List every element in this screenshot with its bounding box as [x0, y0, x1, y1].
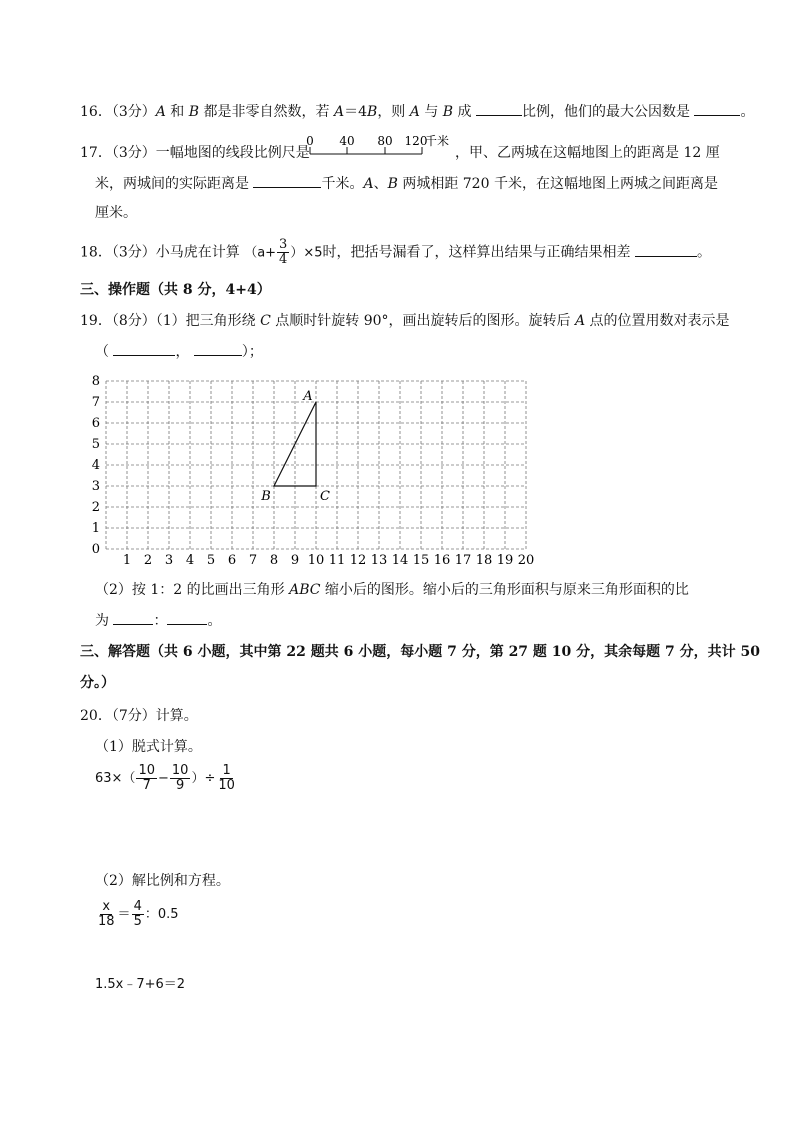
scale-label: 80 [377, 134, 393, 148]
fraction: $\frac{4}{5}$ [133, 899, 142, 929]
question-20: 20．（7分）计算。 [80, 708, 198, 724]
question-17: 17．（3分）一幅地图的线段比例尺是 [80, 145, 310, 161]
q19-pair-blank-y[interactable] [194, 341, 242, 356]
coordinate-grid [84, 368, 544, 568]
y-axis-tick-label: 1 [91, 521, 100, 536]
x-axis-tick-label: 2 [143, 553, 153, 568]
fraction: $\frac{10}{9}$ [171, 763, 189, 793]
q20-expression-2: $\frac{x}{18}$ ＝ $\frac{4}{5}$ ：0.5 [98, 899, 179, 929]
q20-sub-1: （1）脱式计算。 [95, 739, 202, 755]
y-axis-tick-label: 0 [91, 542, 100, 557]
x-axis-tick-label: 9 [290, 553, 300, 568]
x-axis-tick-label: 12 [349, 553, 367, 568]
q18-answer-blank[interactable] [635, 242, 697, 257]
x-axis-tick-label: 15 [412, 553, 430, 568]
x-axis-tick-label: 8 [269, 553, 279, 568]
y-axis-tick-label: 5 [91, 437, 100, 452]
scale-label: 0 [306, 134, 314, 148]
question-19: 19．（8分）（1）把三角形绕 C 点顺时针旋转 90°，画出旋转后的图形。旋转后 A 点的位置用数对表示是 [80, 313, 730, 329]
vertex-label-c: C [320, 489, 330, 504]
q18-number: 18．（3分） [80, 244, 156, 261]
x-axis-tick-label: 10 [307, 553, 325, 568]
y-axis-tick-label: 6 [91, 416, 100, 431]
scale-label: 120 [404, 134, 428, 148]
y-axis-tick-label: 8 [91, 374, 100, 389]
q19-pair-blank-x[interactable] [113, 341, 175, 356]
question-16: 16．（3分）A 和 B 都是非零自然数，若 A＝4B，则 A 与 B 成 比例，他们的最大公因数是 。 [80, 101, 754, 122]
vertex-label-a: A [303, 389, 313, 404]
scale-bar [305, 130, 457, 160]
q19-part-2-ratio: 为 ： 。 [95, 610, 221, 631]
q20-number: 20．（7分） [80, 708, 156, 724]
x-axis-tick-label: 1 [122, 553, 132, 568]
section-heading-solutions: 三、解答题（共 6 小题，其中第 22 题共 6 小题，每小题 7 分，第 27 题 10 分，其余每题 7 分，共计 50 [80, 644, 761, 660]
scale-label: 40 [339, 134, 355, 148]
q20-expression-1: 63×（ $\frac{10}{7}$ − $\frac{10}{9}$ ）÷ $\frac{1}{10}$ [95, 763, 235, 793]
q20-sub-2: （2）解比例和方程。 [95, 873, 230, 889]
x-axis-tick-label: 4 [185, 553, 195, 568]
fraction: $\frac{1}{10}$ [218, 763, 235, 793]
x-axis-tick-label: 16 [433, 553, 451, 568]
y-axis-tick-label: 3 [91, 479, 100, 494]
fraction: $\frac{3}{4}$ [279, 237, 288, 267]
q16-answer-blank-2[interactable] [694, 101, 740, 116]
x-axis-tick-label: 6 [227, 553, 237, 568]
x-axis-tick-label: 3 [164, 553, 174, 568]
fraction: $\frac{10}{7}$ [138, 763, 155, 793]
vertex-label-b: B [261, 489, 271, 504]
question-18: 18．（3分）小马虎在计算 （a+ $\frac{3}{4}$ ）×5时，把括号漏看了，这样算出结果与正确结果相差 。 [80, 237, 711, 267]
x-axis-tick-label: 5 [206, 553, 216, 568]
q19-ratio-blank-1[interactable] [113, 610, 153, 625]
x-axis-tick-label: 7 [248, 553, 258, 568]
x-axis-tick-label: 14 [391, 553, 409, 568]
y-axis-tick-label: 2 [91, 500, 100, 515]
x-axis-tick-label: 11 [328, 553, 346, 568]
x-axis-tick-label: 13 [370, 553, 388, 568]
q17-answer-blank-1[interactable] [253, 173, 321, 188]
q19-ratio-blank-2[interactable] [167, 610, 207, 625]
q19-pair-answer: （ ， ）； [95, 341, 263, 362]
q20-expression-3: 1.5x﹣7+6＝2 [95, 977, 186, 992]
x-axis-tick-label: 18 [475, 553, 493, 568]
section-heading-solutions-cont: 分。） [80, 675, 115, 691]
x-axis-tick-label: 19 [496, 553, 514, 568]
x-axis-tick-label: 17 [454, 553, 472, 568]
q19-number: 19．（8分） [80, 313, 156, 329]
q19-part-2: （2）按 1：2 的比画出三角形 ABC 缩小后的图形。缩小后的三角形面积与原来三角形面积的比 [95, 582, 689, 598]
fraction: $\frac{x}{18}$ [98, 899, 115, 929]
q16-number: 16．（3分） [80, 104, 156, 120]
q17-number: 17．（3分） [80, 145, 156, 161]
scale-unit: 千米 [425, 134, 450, 148]
q17-text-2: ，甲、乙两城在这幅地图上的距离是 12 厘 [455, 145, 720, 161]
question-17-line-2: 米，两城间的实际距离是 千米。A、B 两城相距 720 千米，在这幅地图上两城之间距离是 [95, 173, 718, 194]
section-heading-operations: 三、操作题（共 8 分，4+4） [80, 282, 271, 298]
y-axis-tick-label: 4 [91, 458, 100, 473]
y-axis-tick-label: 7 [91, 395, 100, 410]
q16-answer-blank-1[interactable] [476, 101, 522, 116]
x-axis-tick-label: 20 [517, 553, 535, 568]
question-17-line-3: 厘米。 [95, 205, 137, 221]
